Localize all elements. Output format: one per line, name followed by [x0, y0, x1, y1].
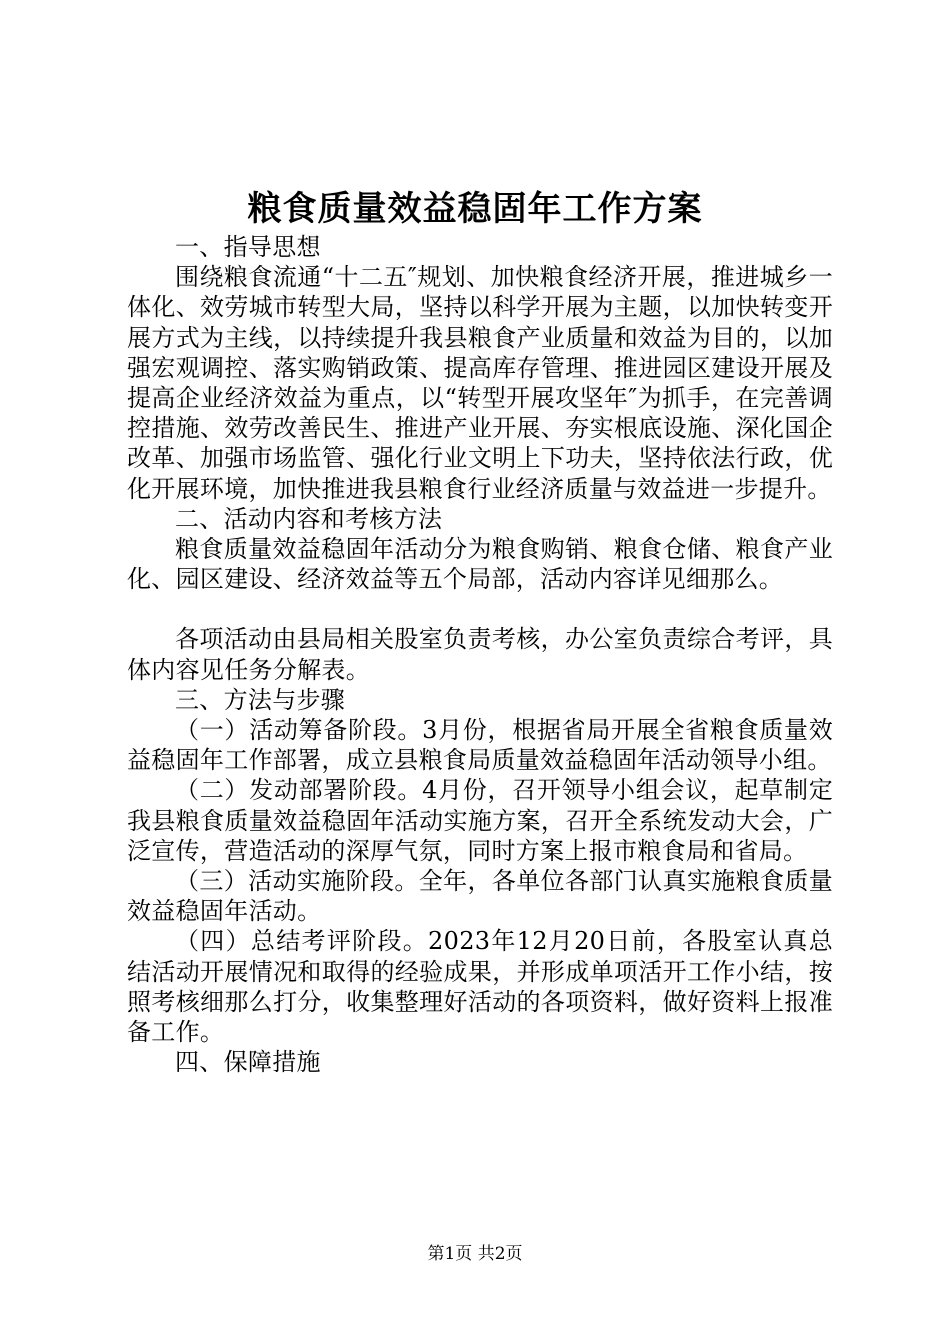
document-body [127, 232, 833, 1077]
paragraph-step-preparation: （一）活动筹备阶段。3月份，根据省局开展全省粮食质量效益稳固年工作部署，成立县粮食局质量效益稳固年活动领导小组。 [127, 716, 833, 775]
paragraph-guiding-ideology: 围绕粮食流通“十二五″规划、加快粮食经济开展，推进城乡一体化、效劳城市转型大局，坚持以科学开展为主题，以加快转变开展方式为主线，以持续提升我县粮食产业质量和效益为目的，以加强宏观调控、落实购销政策、提高库存管理、推进园区建设开展及提高企业经济效益为重点，以“转型开展攻坚年″为抓手，在完善调控措施、效劳改善民生、推进产业开展、夯实根底设施、深化国企改革、加强市场监管、强化行业文明上下功夫，坚持依法行政，优化开展环境，加快推进我县粮食行业经济质量与效益进一步提升。 [127, 263, 833, 503]
paragraph-step-mobilization: （二）发动部署阶段。4月份，召开领导小组会议，起草制定我县粮食质量效益稳固年活动实施方案，召开全系统发动大会，广泛宣传，营造活动的深厚气氛，同时方案上报市粮食局和省局。 [127, 776, 833, 865]
paragraph-activity-content: 粮食质量效益稳固年活动分为粮食购销、粮食仓储、粮食产业化、园区建设、经济效益等五个局部，活动内容详见细那么。 [127, 535, 833, 594]
paragraph-step-implementation: （三）活动实施阶段。全年，各单位各部门认真实施粮食质量效益稳固年活动。 [127, 867, 833, 926]
section-heading-safeguards: 四、保障措施 [175, 1048, 321, 1077]
paragraph-step-evaluation: （四）总结考评阶段。2023年12月20日前，各股室认真总结活动开展情况和取得的经验成果，并形成单项活开工作小结，按照考核细那么打分，收集整理好活动的各项资料，做好资料上报准备工作。 [127, 927, 833, 1047]
document-title: 粮食质量效益稳固年工作方案 [247, 189, 703, 229]
page-number-footer: 第1页 共2页 [427, 1244, 523, 1264]
section-heading-activity-content: 二、活动内容和考核方法 [175, 504, 443, 533]
paragraph-assessment: 各项活动由县局相关股室负责考核，办公室负责综合考评，具体内容见任务分解表。 [127, 625, 833, 684]
section-heading-guiding-ideology: 一、指导思想 [175, 233, 321, 261]
section-heading-methods-steps: 三、方法与步骤 [175, 685, 346, 714]
